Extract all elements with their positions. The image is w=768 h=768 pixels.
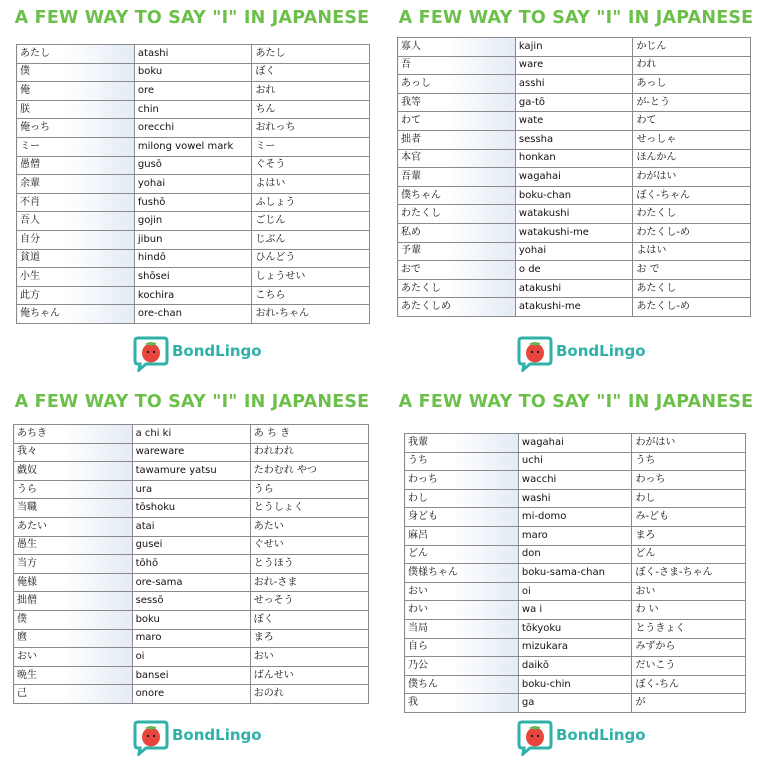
table-row xyxy=(17,286,370,305)
kana-cell: あたい xyxy=(250,517,368,536)
japanese-cell: 僕様ちゃん xyxy=(405,564,519,583)
romaji-cell: uchi xyxy=(518,452,632,471)
kana-cell: おい xyxy=(632,582,746,601)
japanese-cell: 自分 xyxy=(17,230,135,249)
table-row xyxy=(17,249,370,268)
romaji-cell: orecchi xyxy=(134,119,252,138)
word-table xyxy=(13,424,369,704)
japanese-cell: 己 xyxy=(14,685,133,704)
romaji-cell: don xyxy=(518,545,632,564)
kana-cell: ぼく-ちん xyxy=(632,675,746,694)
table-row xyxy=(398,261,751,280)
romaji-cell: oi xyxy=(132,648,250,667)
bondlingo-strawberry-icon xyxy=(516,718,554,756)
romaji-cell: wa i xyxy=(518,601,632,620)
japanese-cell: あたくしめ xyxy=(398,298,516,317)
table-row xyxy=(14,480,369,499)
romaji-cell: wareware xyxy=(132,443,250,462)
kana-cell: こちら xyxy=(252,286,370,305)
panel-1 xyxy=(0,0,384,384)
table-row xyxy=(17,212,370,231)
kana-cell: あたし xyxy=(252,45,370,64)
romaji-cell: ura xyxy=(132,480,250,499)
romaji-cell: kajin xyxy=(515,38,633,57)
kana-cell: おい xyxy=(250,648,368,667)
japanese-cell: 麿 xyxy=(14,629,133,648)
kana-cell: ばんせい xyxy=(250,666,368,685)
kana-cell: だいこう xyxy=(632,657,746,676)
table-row xyxy=(17,175,370,194)
romaji-cell: washi xyxy=(518,489,632,508)
kana-cell: おれ-ちゃん xyxy=(252,305,370,324)
japanese-cell: 自ら xyxy=(405,638,519,657)
kana-cell: とうほう xyxy=(250,555,368,574)
japanese-cell: 吾輩 xyxy=(398,168,516,187)
kana-cell: まろ xyxy=(250,629,368,648)
bondlingo-strawberry-icon xyxy=(516,334,554,372)
japanese-cell: 私め xyxy=(398,223,516,242)
kana-cell: お で xyxy=(633,261,751,280)
kana-cell: ぐそう xyxy=(252,156,370,175)
japanese-cell: 不肖 xyxy=(17,193,135,212)
kana-cell: あたくし xyxy=(633,279,751,298)
romaji-cell: boku xyxy=(132,610,250,629)
romaji-cell: wagahai xyxy=(515,168,633,187)
table-row xyxy=(17,63,370,82)
table-row xyxy=(398,38,751,57)
panel-2 xyxy=(384,0,768,384)
romaji-cell: tōkyoku xyxy=(518,619,632,638)
japanese-cell: 当方 xyxy=(14,555,133,574)
romaji-cell: wate xyxy=(515,112,633,131)
kana-cell: おれっち xyxy=(252,119,370,138)
romaji-cell: daikō xyxy=(518,657,632,676)
kana-cell: ちん xyxy=(252,100,370,119)
table-row xyxy=(398,168,751,187)
romaji-cell: milong vowel mark xyxy=(134,137,252,156)
word-table xyxy=(404,433,746,713)
table-row xyxy=(405,582,746,601)
romaji-cell: mizukara xyxy=(518,638,632,657)
table-row xyxy=(14,536,369,555)
romaji-cell: gusō xyxy=(134,156,252,175)
kana-cell: ぐせい xyxy=(250,536,368,555)
table-row xyxy=(17,193,370,212)
romaji-cell: atai xyxy=(132,517,250,536)
table-row xyxy=(405,601,746,620)
romaji-cell: maro xyxy=(518,526,632,545)
romaji-cell: bansei xyxy=(132,666,250,685)
japanese-cell: 吾 xyxy=(398,56,516,75)
romaji-cell: tawamure yatsu xyxy=(132,462,250,481)
table-row xyxy=(405,434,746,453)
table-row xyxy=(398,149,751,168)
romaji-cell: wacchi xyxy=(518,471,632,490)
table-row xyxy=(14,573,369,592)
table-row xyxy=(14,555,369,574)
kana-cell: わし xyxy=(632,489,746,508)
romaji-cell: gojin xyxy=(134,212,252,231)
japanese-cell: 麻呂 xyxy=(405,526,519,545)
kana-cell: おれ-さま xyxy=(250,573,368,592)
kana-cell: せっしゃ xyxy=(633,130,751,149)
table-row xyxy=(405,564,746,583)
romaji-cell: chin xyxy=(134,100,252,119)
table-row xyxy=(14,462,369,481)
kana-cell: ミー xyxy=(252,137,370,156)
kana-cell: ぼく-さま-ちゃん xyxy=(632,564,746,583)
bondlingo-logo xyxy=(516,334,666,372)
japanese-cell: あたい xyxy=(14,517,133,536)
romaji-cell: sessha xyxy=(515,130,633,149)
table-row xyxy=(398,205,751,224)
japanese-cell: 当職 xyxy=(14,499,133,518)
kana-cell: ぼく xyxy=(250,610,368,629)
japanese-cell: 当局 xyxy=(405,619,519,638)
japanese-cell: わたくし xyxy=(398,205,516,224)
kana-cell: わっち xyxy=(632,471,746,490)
table-row xyxy=(398,279,751,298)
table-row xyxy=(17,82,370,101)
japanese-cell: 拙僧 xyxy=(14,592,133,611)
romaji-cell: shōsei xyxy=(134,268,252,287)
panel-title: A FEW WAY TO SAY "I" IN JAPANESE xyxy=(14,8,370,28)
japanese-cell: あたくし xyxy=(398,279,516,298)
table-row xyxy=(17,137,370,156)
table-row xyxy=(14,629,369,648)
table-row xyxy=(17,305,370,324)
japanese-cell: 僕ちん xyxy=(405,675,519,694)
kana-cell: わて xyxy=(633,112,751,131)
romaji-cell: mi-domo xyxy=(518,508,632,527)
japanese-cell: 戯奴 xyxy=(14,462,133,481)
japanese-cell: 僕 xyxy=(17,63,135,82)
kana-cell: ほんかん xyxy=(633,149,751,168)
table-row xyxy=(14,685,369,704)
japanese-cell: 愚僧 xyxy=(17,156,135,175)
romaji-cell: yohai xyxy=(134,175,252,194)
romaji-cell: kochira xyxy=(134,286,252,305)
romaji-cell: ore-sama xyxy=(132,573,250,592)
japanese-cell: 拙者 xyxy=(398,130,516,149)
romaji-cell: hindō xyxy=(134,249,252,268)
romaji-cell: boku xyxy=(134,63,252,82)
romaji-cell: o de xyxy=(515,261,633,280)
japanese-cell: 予輩 xyxy=(398,242,516,261)
table-row xyxy=(405,619,746,638)
kana-cell: あ ち き xyxy=(250,425,368,444)
japanese-cell: 僕ちゃん xyxy=(398,186,516,205)
romaji-cell: atakushi-me xyxy=(515,298,633,317)
japanese-cell: 乃公 xyxy=(405,657,519,676)
japanese-cell: 我等 xyxy=(398,93,516,112)
japanese-cell: おい xyxy=(405,582,519,601)
table-row xyxy=(398,298,751,317)
table-row xyxy=(398,112,751,131)
japanese-cell: 吾人 xyxy=(17,212,135,231)
japanese-cell: 我 xyxy=(405,694,519,713)
kana-cell: われ xyxy=(633,56,751,75)
japanese-cell: わて xyxy=(398,112,516,131)
word-table xyxy=(397,37,751,317)
table-row xyxy=(14,610,369,629)
brand-name: BondLingo xyxy=(556,342,646,360)
table-row xyxy=(14,499,369,518)
table-row xyxy=(405,657,746,676)
romaji-cell: atashi xyxy=(134,45,252,64)
table-row xyxy=(405,508,746,527)
kana-cell: じぶん xyxy=(252,230,370,249)
romaji-cell: watakushi xyxy=(515,205,633,224)
japanese-cell: あちき xyxy=(14,425,133,444)
japanese-cell: 我々 xyxy=(14,443,133,462)
japanese-cell: 朕 xyxy=(17,100,135,119)
japanese-cell: 俺っち xyxy=(17,119,135,138)
table-row xyxy=(17,100,370,119)
kana-cell: とうしょく xyxy=(250,499,368,518)
kana-cell: ひんどう xyxy=(252,249,370,268)
romaji-cell: boku-chan xyxy=(515,186,633,205)
romaji-cell: yohai xyxy=(515,242,633,261)
panel-title: A FEW WAY TO SAY "I" IN JAPANESE xyxy=(398,392,754,412)
bondlingo-strawberry-icon xyxy=(132,718,170,756)
japanese-cell: 俺様 xyxy=(14,573,133,592)
brand-name: BondLingo xyxy=(172,342,262,360)
bondlingo-strawberry-icon xyxy=(132,334,170,372)
japanese-cell: わい xyxy=(405,601,519,620)
kana-cell: ふしょう xyxy=(252,193,370,212)
kana-cell: とうきょく xyxy=(632,619,746,638)
romaji-cell: jibun xyxy=(134,230,252,249)
table-row xyxy=(405,526,746,545)
japanese-cell: わっち xyxy=(405,471,519,490)
bondlingo-logo xyxy=(132,718,282,756)
table-row xyxy=(14,425,369,444)
bondlingo-logo xyxy=(516,718,666,756)
table-row xyxy=(14,517,369,536)
japanese-cell: 此方 xyxy=(17,286,135,305)
romaji-cell: ga-tō xyxy=(515,93,633,112)
romaji-cell: onore xyxy=(132,685,250,704)
kana-cell: ぼく xyxy=(252,63,370,82)
word-table xyxy=(16,44,370,324)
kana-cell: うち xyxy=(632,452,746,471)
table-row xyxy=(17,45,370,64)
romaji-cell: tōshoku xyxy=(132,499,250,518)
table-row xyxy=(398,56,751,75)
japanese-cell: ミー xyxy=(17,137,135,156)
romaji-cell: ore xyxy=(134,82,252,101)
japanese-cell: 余輩 xyxy=(17,175,135,194)
japanese-cell: 身ども xyxy=(405,508,519,527)
kana-cell: ごじん xyxy=(252,212,370,231)
table-row xyxy=(405,675,746,694)
table-row xyxy=(405,545,746,564)
romaji-cell: atakushi xyxy=(515,279,633,298)
japanese-cell: おで xyxy=(398,261,516,280)
table-row xyxy=(398,93,751,112)
kana-cell: わたくし xyxy=(633,205,751,224)
romaji-cell: a chi ki xyxy=(132,425,250,444)
japanese-cell: 貧道 xyxy=(17,249,135,268)
table-row xyxy=(398,186,751,205)
table-row xyxy=(405,452,746,471)
japanese-cell: あたし xyxy=(17,45,135,64)
japanese-cell: 愚生 xyxy=(14,536,133,555)
kana-cell: うら xyxy=(250,480,368,499)
table-row xyxy=(17,156,370,175)
romaji-cell: boku-sama-chan xyxy=(518,564,632,583)
panel-4 xyxy=(384,384,768,768)
japanese-cell: 晩生 xyxy=(14,666,133,685)
kana-cell: あたくし-め xyxy=(633,298,751,317)
table-row xyxy=(398,223,751,242)
kana-cell: たわむれ やつ xyxy=(250,462,368,481)
table-row xyxy=(14,443,369,462)
kana-cell: が xyxy=(632,694,746,713)
table-row xyxy=(398,242,751,261)
kana-cell: まろ xyxy=(632,526,746,545)
japanese-cell: 本官 xyxy=(398,149,516,168)
romaji-cell: watakushi-me xyxy=(515,223,633,242)
japanese-cell: おい xyxy=(14,648,133,667)
kana-cell: わがはい xyxy=(632,434,746,453)
panel-title: A FEW WAY TO SAY "I" IN JAPANESE xyxy=(398,8,754,28)
romaji-cell: fushō xyxy=(134,193,252,212)
brand-name: BondLingo xyxy=(556,726,646,744)
japanese-cell: 俺ちゃん xyxy=(17,305,135,324)
table-row xyxy=(405,694,746,713)
kana-cell: われわれ xyxy=(250,443,368,462)
kana-cell: しょうせい xyxy=(252,268,370,287)
japanese-cell: うち xyxy=(405,452,519,471)
table-row xyxy=(14,648,369,667)
romaji-cell: asshi xyxy=(515,75,633,94)
romaji-cell: honkan xyxy=(515,149,633,168)
kana-cell: わがはい xyxy=(633,168,751,187)
brand-name: BondLingo xyxy=(172,726,262,744)
table-row xyxy=(17,268,370,287)
kana-cell: みずから xyxy=(632,638,746,657)
kana-cell: ぼく-ちゃん xyxy=(633,186,751,205)
kana-cell: どん xyxy=(632,545,746,564)
romaji-cell: boku-chin xyxy=(518,675,632,694)
table-row xyxy=(405,489,746,508)
romaji-cell: ga xyxy=(518,694,632,713)
japanese-cell: 僕 xyxy=(14,610,133,629)
kana-cell: おれ xyxy=(252,82,370,101)
japanese-cell: わし xyxy=(405,489,519,508)
table-row xyxy=(14,592,369,611)
kana-cell: おのれ xyxy=(250,685,368,704)
panel-title: A FEW WAY TO SAY "I" IN JAPANESE xyxy=(14,392,370,412)
kana-cell: が-とう xyxy=(633,93,751,112)
kana-cell: み-ども xyxy=(632,508,746,527)
romaji-cell: sessō xyxy=(132,592,250,611)
table-row xyxy=(17,230,370,249)
japanese-cell: 俺 xyxy=(17,82,135,101)
romaji-cell: wagahai xyxy=(518,434,632,453)
kana-cell: あっし xyxy=(633,75,751,94)
japanese-cell: あっし xyxy=(398,75,516,94)
japanese-cell: 我輩 xyxy=(405,434,519,453)
romaji-cell: oi xyxy=(518,582,632,601)
japanese-cell: うら xyxy=(14,480,133,499)
romaji-cell: ore-chan xyxy=(134,305,252,324)
table-row xyxy=(398,130,751,149)
japanese-cell: 寡人 xyxy=(398,38,516,57)
romaji-cell: tōhō xyxy=(132,555,250,574)
panel-3 xyxy=(0,384,384,768)
table-row xyxy=(405,471,746,490)
kana-cell: わたくし-め xyxy=(633,223,751,242)
kana-cell: せっそう xyxy=(250,592,368,611)
japanese-cell: 小生 xyxy=(17,268,135,287)
table-row xyxy=(405,638,746,657)
japanese-cell: どん xyxy=(405,545,519,564)
table-row xyxy=(398,75,751,94)
kana-cell: かじん xyxy=(633,38,751,57)
romaji-cell: gusei xyxy=(132,536,250,555)
bondlingo-logo xyxy=(132,334,282,372)
romaji-cell: maro xyxy=(132,629,250,648)
table-row xyxy=(17,119,370,138)
kana-cell: わ い xyxy=(632,601,746,620)
kana-cell: よはい xyxy=(633,242,751,261)
kana-cell: よはい xyxy=(252,175,370,194)
table-row xyxy=(14,666,369,685)
romaji-cell: ware xyxy=(515,56,633,75)
